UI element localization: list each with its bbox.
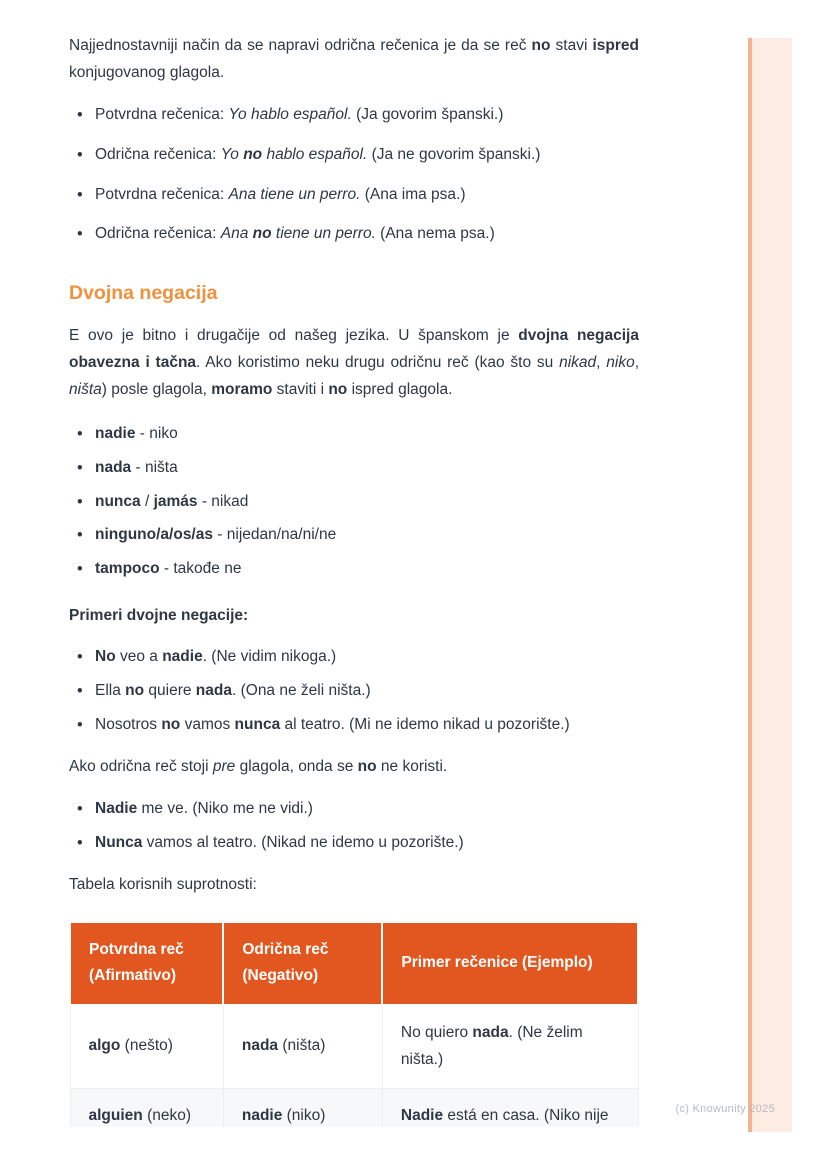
copyright-watermark: (c) Knowunity 2025 [675,1103,775,1115]
table-cell: algo (nešto) [70,1005,223,1089]
list-item: • nunca / jamás - nikad [69,489,639,516]
list-item: • Odrična rečenica: Ana no tiene un perro. (Ana nema psa.) [69,221,639,248]
column-header-affirmative: Potvrdna reč (Afirmativo) [70,922,223,1005]
page-edge-stripe [748,38,792,1132]
table-header [70,922,638,1005]
list-item: • nada - ništa [69,455,639,482]
opposites-table [69,921,639,1127]
table-cell: nadie (niko) [223,1088,382,1127]
table-row [70,1088,638,1127]
list-item: • Ella no quiere nada. (Ona ne želi ništa.) [69,678,639,705]
opposites-table-wrapper [69,921,639,1127]
intro-paragraph: Najjednostavniji način da se napravi odrična rečenica je da se reč no stavi ispred konjugovanog glagola. [69,37,639,81]
table-cell: Nadie está en casa. (Niko nije [382,1088,638,1127]
list-item: • Nunca vamos al teatro. (Nikad ne idemo u pozorište.) [69,830,639,857]
list-item: • Odrična rečenica: Yo no hablo español. (Ja ne govorim španski.) [69,142,639,169]
list-item: • No veo a nadie. (Ne vidim nikoga.) [69,644,639,671]
list-item: • Nosotros no vamos nunca al teatro. (Mi ne idemo nikad u pozorište.) [69,712,639,739]
list-item: • ninguno/a/os/as - nijedan/na/ni/ne [69,522,639,549]
list-item: • Nadie me ve. (Niko me ne vidi.) [69,796,639,823]
sentence-examples-list [69,102,639,248]
document-content [69,0,639,1127]
examples-subheading: Primeri dvojne negacije: [69,606,249,624]
pre-verb-examples-list [69,796,639,856]
table-intro-text: Tabela korisnih suprotnosti: [69,876,257,894]
column-header-negative: Odrična reč (Negativo) [223,922,382,1005]
double-negation-examples-list [69,644,639,738]
list-item: • tampoco - takođe ne [69,556,639,583]
section-heading-dvojna-negacija: Dvojna negacija [69,281,218,304]
list-item: • Potvrdna rečenica: Yo hablo español. (Ja govorim španski.) [69,102,639,129]
column-header-example: Primer rečenice (Ejemplo) [382,922,638,1005]
list-item: • Potvrdna rečenica: Ana tiene un perro. (Ana ima psa.) [69,182,639,209]
pre-verb-rule-paragraph: Ako odrična reč stoji pre glagola, onda se no ne koristi. [69,758,448,776]
table-cell: No quiero nada. (Ne želim ništa.) [382,1005,638,1089]
list-item: • nadie - niko [69,421,639,448]
negative-words-list [69,421,639,582]
double-negation-paragraph: E ovo je bitno i drugačije od našeg jezika. U španskom je dvojna negacija obavezna i tačna. Ako koristimo neku drugu odričnu reč (kao što su nikad, niko, ništa) posle glagola, moramo staviti i no ispred glagola. [69,327,639,398]
table-row [70,1005,638,1089]
table-cell: nada (ništa) [223,1005,382,1089]
table-cell: alguien (neko) [70,1088,223,1127]
